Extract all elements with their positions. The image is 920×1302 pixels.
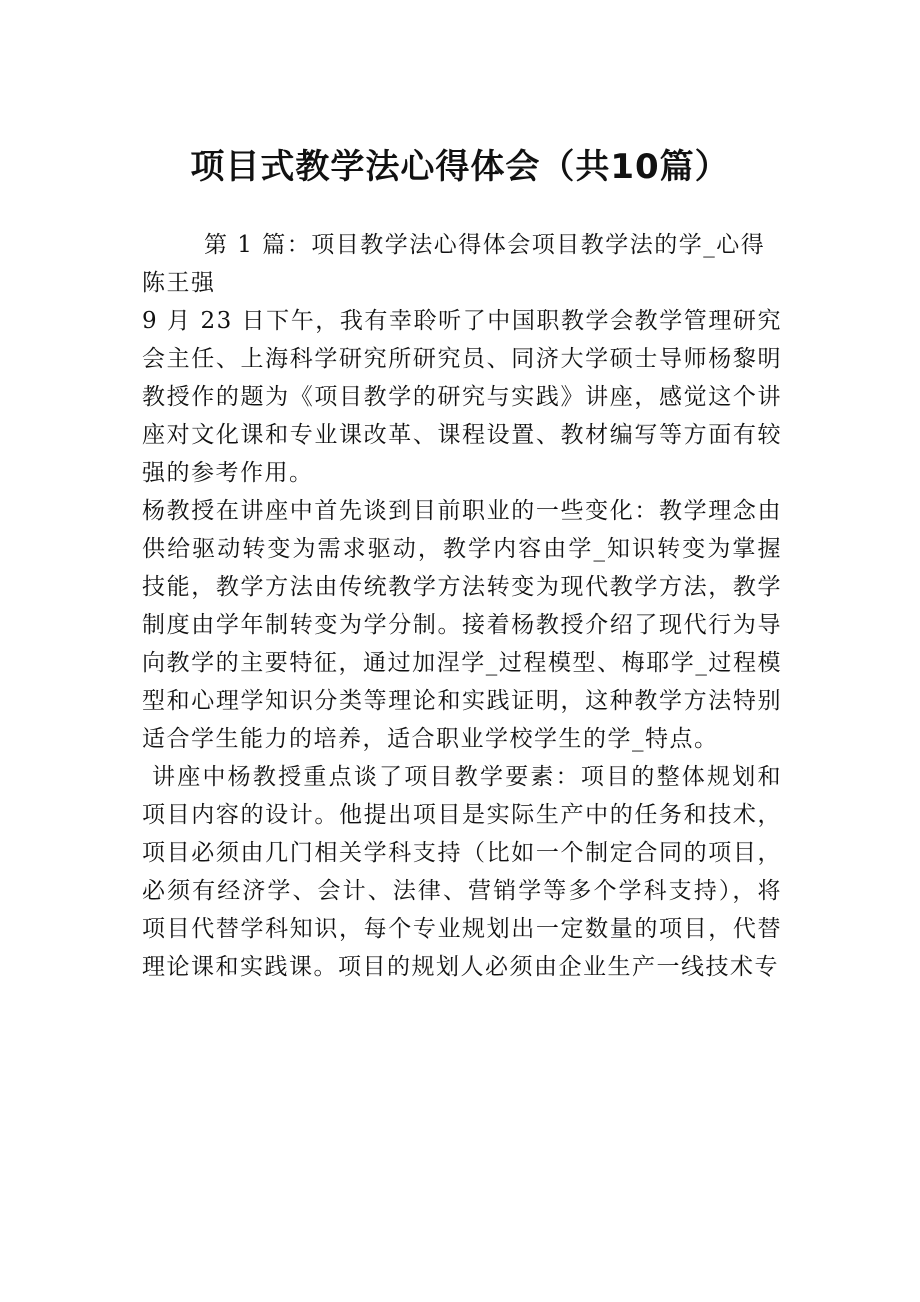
document-title: 项目式教学法心得体会（共10篇） xyxy=(190,147,730,187)
document-body xyxy=(142,226,782,986)
paragraph-3: 讲座中杨教授重点谈了项目教学要素：项目的整体规划和项目内容的设计。他提出项目是实际生产中的任务和技术，项目必须由几门相关学科支持（比如一个制定合同的项目，必须有经济学、会计、法律、营销学等多个学科支持），将项目代替学科知识，每个专业规划出一定数量的项目，代替理论课和实践课。项目的规划人必须由企业生产一线技术专 xyxy=(142,764,782,980)
paragraph-1: 9 月 23 日下午，我有幸聆听了中国职教学会教学管理研究会主任、上海科学研究所研究员、同济大学硕士导师杨黎明教授作的题为《项目教学的研究与实践》讲座，感觉这个讲座对文化课和专业课改革、课程设置、教材编写等方面有较强的参考作用。 xyxy=(142,308,782,486)
chapter-heading: 第 1 篇：项目教学法心得体会项目教学法的学_心得 xyxy=(204,232,766,258)
paragraph-2: 杨教授在讲座中首先谈到目前职业的一些变化：教学理念由供给驱动转变为需求驱动，教学内容由学_知识转变为掌握技能，教学方法由传统教学方法转变为现代教学方法，教学制度由学年制转变为学分制。接着杨教授介绍了现代行为导向教学的主要特征，通过加涅学_过程模型、梅耶学_过程模型和心理学知识分类等理论和实践证明，这种教学方法特别适合学生能力的培养，适合职业学校学生的学_特点。 xyxy=(142,498,782,752)
author-name: 陈王强 xyxy=(142,270,216,296)
